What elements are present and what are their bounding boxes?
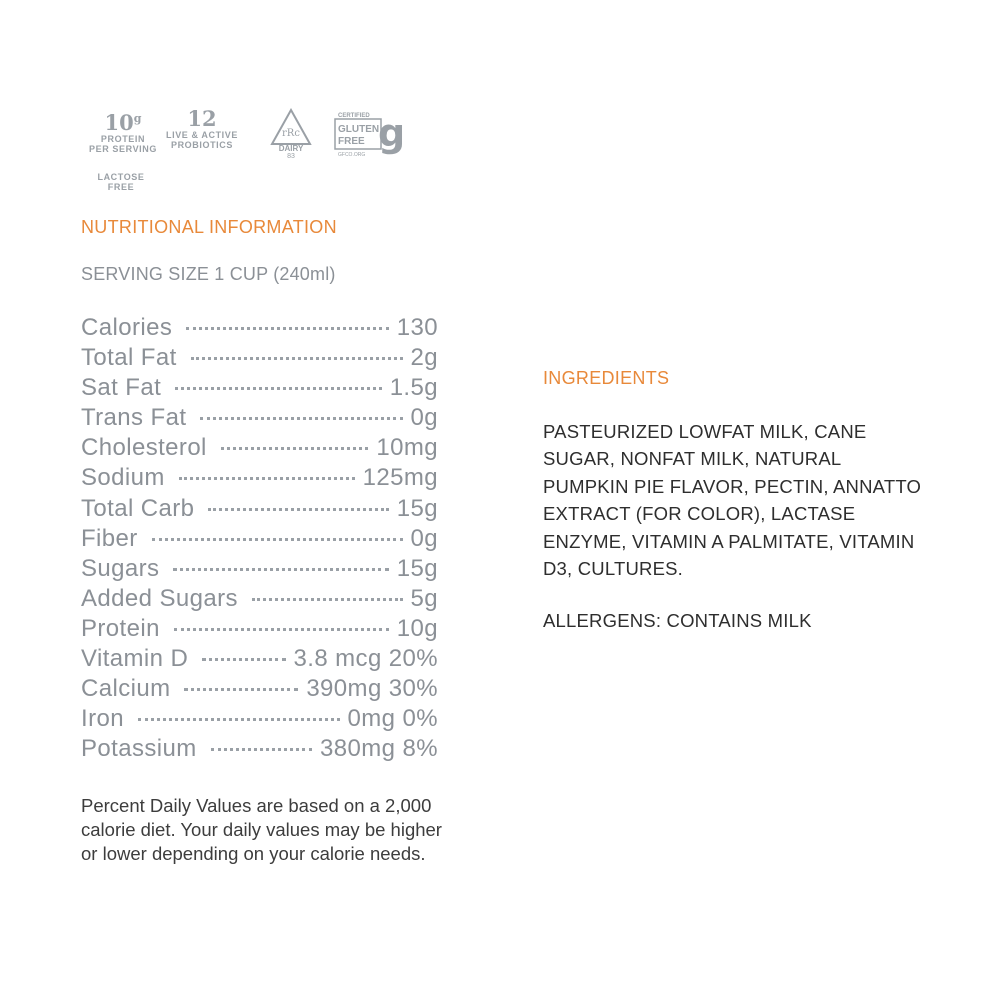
dot-leader: [152, 538, 403, 541]
dot-leader: [252, 598, 403, 601]
nutrition-row-iron: [81, 705, 438, 735]
dot-leader: [174, 628, 389, 631]
protein-badge-line1: PROTEIN: [100, 134, 146, 144]
protein-badge-value: 10: [104, 110, 134, 135]
dairy-number: 83: [287, 153, 295, 158]
nutrition-row-sodium: [81, 464, 438, 494]
nutrition-heading: NUTRITIONAL INFORMATION: [81, 217, 337, 237]
nutrient-value: 3.8 mcg 20%: [293, 645, 438, 673]
nutrition-row-potassium: [81, 735, 438, 765]
dot-leader: [173, 568, 388, 571]
serving-size: SERVING SIZE 1 CUP (240ml): [81, 264, 336, 284]
nutrition-row-cholesterol: [81, 434, 438, 464]
nutrition-row-trans-fat: [81, 404, 438, 434]
dot-leader: [202, 658, 285, 661]
gluten-free-logo-icon: [334, 108, 414, 158]
dot-leader: [175, 387, 382, 390]
nutrient-value: 15g: [396, 494, 438, 522]
nutrient-label: Sodium: [81, 464, 165, 492]
nutrient-value: 5g: [410, 584, 438, 612]
kosher-triangle-icon: [270, 108, 312, 158]
nutrient-label: Protein: [81, 614, 160, 642]
ingredients-text: PASTEURIZED LOWFAT MILK, CANE SUGAR, NONFAT MILK, NATURAL PUMPKIN PIE FLAVOR, PECTIN, ANNATTO EXTRACT (FOR COLOR), LACTASE ENZYME, VITAMIN A PALMITATE, VITAMIN D3, CULTURES.: [543, 421, 922, 580]
nutrient-label: Vitamin D: [81, 645, 189, 673]
kosher-mark: rRc: [282, 128, 300, 139]
dairy-label: DAIRY: [278, 144, 304, 153]
nutrient-label: Fiber: [81, 524, 138, 552]
nutrient-value: 10mg: [376, 434, 438, 462]
nutrition-row-added-sugars: [81, 585, 438, 615]
dot-leader: [184, 688, 298, 691]
nutrient-value: 1.5g: [389, 374, 438, 402]
dot-leader: [179, 477, 355, 480]
nutrient-value: 15g: [396, 554, 438, 582]
nutrient-value: 10g: [396, 614, 438, 642]
nutrition-row-sat-fat: [81, 374, 438, 404]
lactose-badge-line2: FREE: [107, 182, 135, 192]
dot-leader: [208, 508, 388, 511]
nutrient-value: 0mg 0%: [347, 705, 438, 733]
daily-values-footnote: Percent Daily Values are based on a 2,000 calorie diet. Your daily values may be higher or lower depending on your calorie needs.: [81, 795, 442, 864]
nutrition-row-fiber: [81, 525, 438, 555]
gluten-free-badge: [334, 108, 414, 163]
gluten-certified-text: CERTIFIED: [338, 113, 370, 119]
probiotics-badge-line1: LIVE & ACTIVE: [166, 130, 238, 140]
gluten-word: GLUTEN: [338, 124, 380, 135]
nutrient-label: Trans Fat: [81, 404, 187, 432]
dot-leader: [138, 718, 340, 721]
nutrition-row-protein: [81, 615, 438, 645]
nutrient-value: 380mg 8%: [320, 735, 438, 763]
nutrient-label: Iron: [81, 705, 124, 733]
protein-badge-line2: PER SERVING: [89, 144, 157, 154]
nutrient-value: 2g: [410, 344, 438, 372]
gluten-url: GFCO.ORG: [338, 152, 366, 158]
nutrient-label: Calcium: [81, 675, 171, 703]
dot-leader: [221, 447, 369, 450]
nutrient-value: 390mg 30%: [306, 675, 438, 703]
free-word: FREE: [338, 136, 365, 147]
nutrition-row-calcium: [81, 675, 438, 705]
allergens-text: ALLERGENS: CONTAINS MILK: [543, 610, 812, 631]
nutrient-label: Sugars: [81, 554, 160, 582]
kosher-dairy-badge: [270, 108, 312, 163]
dot-leader: [186, 327, 389, 330]
nutrient-label: Cholesterol: [81, 434, 207, 462]
nutrition-list: [81, 314, 438, 765]
nutrient-label: Total Carb: [81, 494, 195, 522]
nutrient-value: 125mg: [362, 464, 438, 492]
nutrition-row-sugars: [81, 555, 438, 585]
nutrient-label: Sat Fat: [81, 374, 162, 402]
nutrient-value: 0g: [410, 524, 438, 552]
gluten-g-mark: g: [378, 111, 406, 155]
nutrient-value: 130: [396, 314, 438, 341]
dot-leader: [200, 417, 402, 420]
nutrition-row-total-carb: [81, 495, 438, 525]
nutrition-row-vitamin-d: [81, 645, 438, 675]
nutrition-row-total-fat: [81, 344, 438, 374]
protein-badge: [84, 108, 162, 154]
nutrient-label: Total Fat: [81, 344, 177, 372]
probiotics-badge-value: 12: [187, 106, 217, 131]
nutrient-label: Potassium: [81, 735, 197, 763]
protein-badge-unit: g: [133, 112, 142, 125]
ingredients-heading: INGREDIENTS: [543, 368, 670, 388]
nutrient-value: 0g: [410, 404, 438, 432]
lactose-free-badge: [84, 172, 158, 192]
dot-leader: [191, 357, 403, 360]
lactose-badge-line1: LACTOSE: [97, 172, 145, 182]
probiotics-badge-line2: PROBIOTICS: [170, 140, 233, 150]
nutrient-label: Calories: [81, 314, 173, 341]
probiotics-badge: [162, 108, 242, 150]
dot-leader: [211, 748, 312, 751]
nutrient-label: Added Sugars: [81, 584, 238, 612]
nutrition-row-calories: [81, 314, 438, 344]
